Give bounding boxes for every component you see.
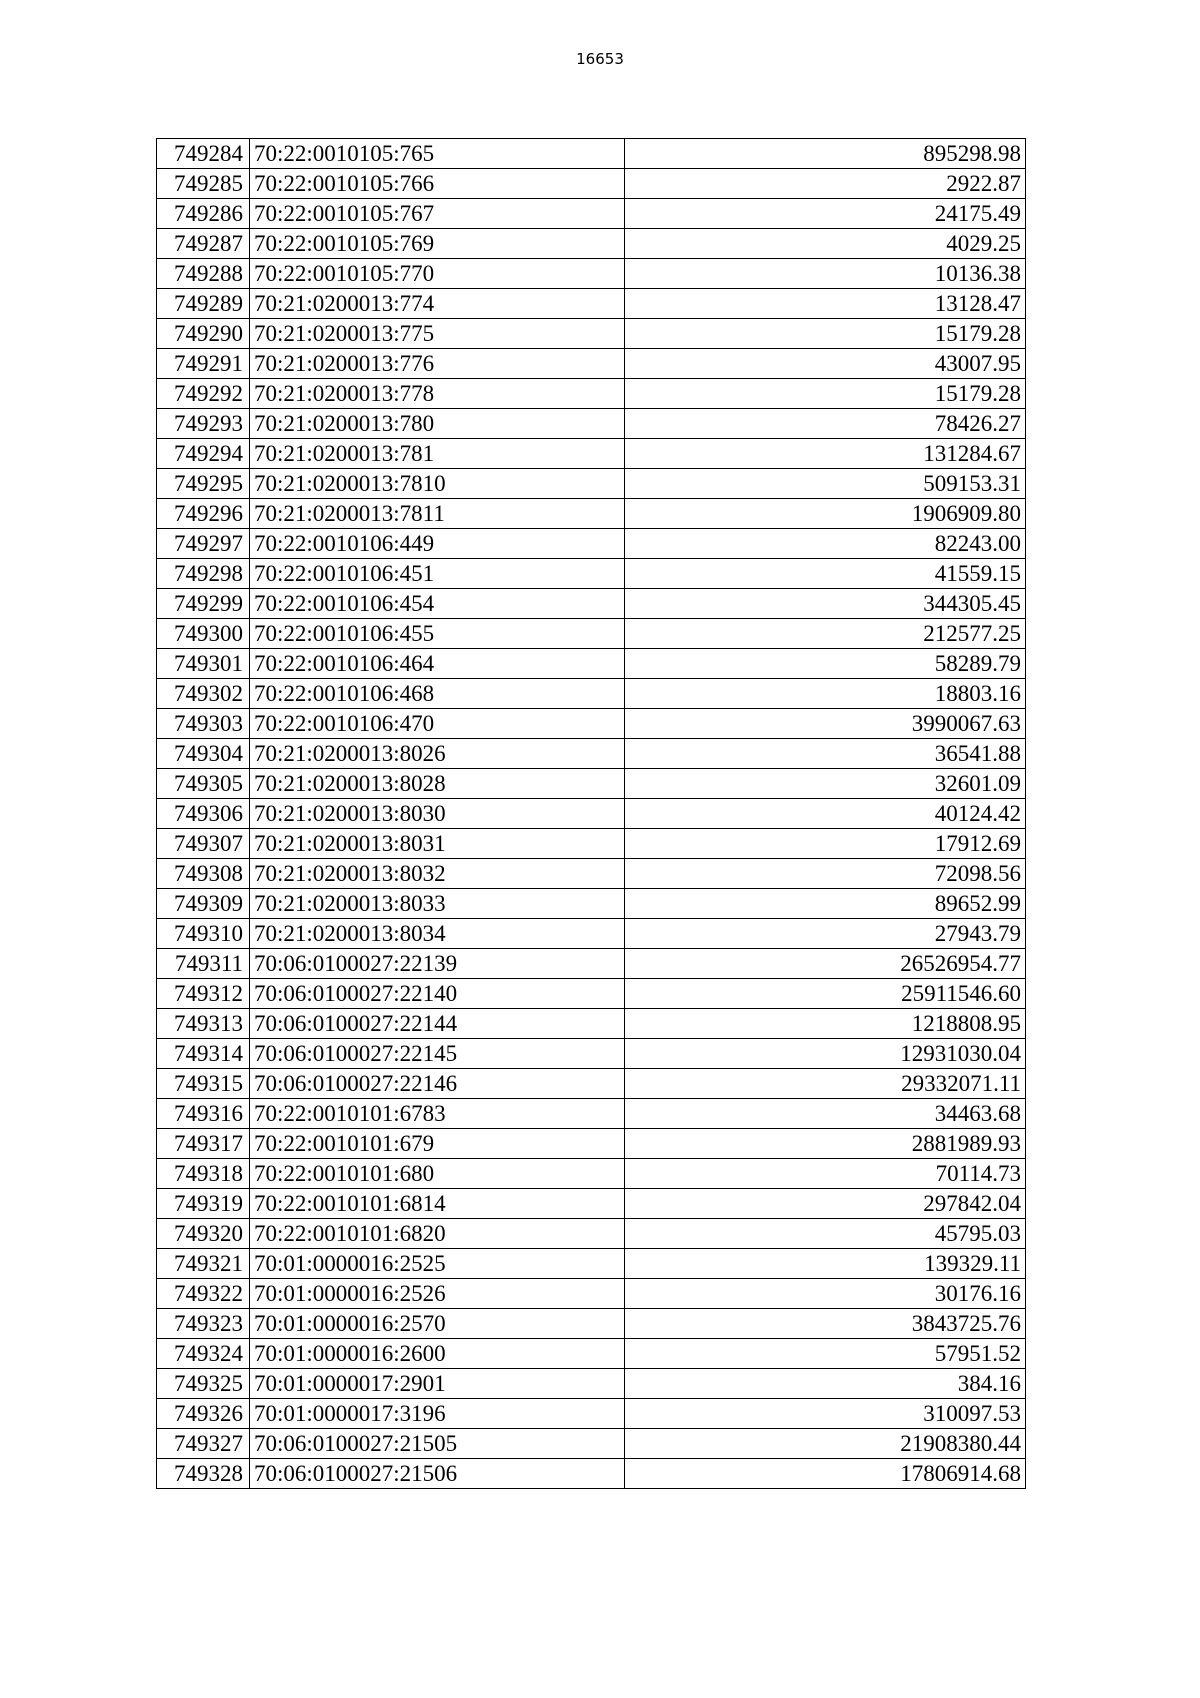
row-id-cell: 749297 (157, 529, 250, 559)
cadastral-number-cell: 70:01:0000017:2901 (250, 1369, 625, 1399)
value-cell: 509153.31 (625, 469, 1026, 499)
cadastral-number-cell: 70:22:0010106:470 (250, 709, 625, 739)
row-id-cell: 749318 (157, 1159, 250, 1189)
table-row (157, 349, 1026, 379)
row-id-cell: 749312 (157, 979, 250, 1009)
value-cell: 18803.16 (625, 679, 1026, 709)
cadastral-number-cell: 70:21:0200013:7811 (250, 499, 625, 529)
table-row (157, 1189, 1026, 1219)
row-id-cell: 749309 (157, 889, 250, 919)
table-row (157, 409, 1026, 439)
value-cell: 2922.87 (625, 169, 1026, 199)
table-row (157, 1129, 1026, 1159)
table-row (157, 649, 1026, 679)
value-cell: 13128.47 (625, 289, 1026, 319)
row-id-cell: 749303 (157, 709, 250, 739)
table-row (157, 1399, 1026, 1429)
value-cell: 45795.03 (625, 1219, 1026, 1249)
value-cell: 40124.42 (625, 799, 1026, 829)
table-row (157, 439, 1026, 469)
value-cell: 12931030.04 (625, 1039, 1026, 1069)
value-cell: 82243.00 (625, 529, 1026, 559)
cadastral-number-cell: 70:22:0010106:455 (250, 619, 625, 649)
row-id-cell: 749323 (157, 1309, 250, 1339)
cadastral-number-cell: 70:22:0010105:766 (250, 169, 625, 199)
row-id-cell: 749311 (157, 949, 250, 979)
value-cell: 58289.79 (625, 649, 1026, 679)
row-id-cell: 749316 (157, 1099, 250, 1129)
value-cell: 2881989.93 (625, 1129, 1026, 1159)
row-id-cell: 749314 (157, 1039, 250, 1069)
table-row (157, 589, 1026, 619)
row-id-cell: 749321 (157, 1249, 250, 1279)
cadastral-number-cell: 70:22:0010106:468 (250, 679, 625, 709)
table-row (157, 919, 1026, 949)
cadastral-number-cell: 70:06:0100027:22140 (250, 979, 625, 1009)
cadastral-number-cell: 70:06:0100027:22139 (250, 949, 625, 979)
value-cell: 139329.11 (625, 1249, 1026, 1279)
table-row (157, 739, 1026, 769)
table-row (157, 1009, 1026, 1039)
value-cell: 17912.69 (625, 829, 1026, 859)
cadastral-number-cell: 70:01:0000016:2526 (250, 1279, 625, 1309)
row-id-cell: 749305 (157, 769, 250, 799)
table-row (157, 769, 1026, 799)
row-id-cell: 749319 (157, 1189, 250, 1219)
row-id-cell: 749298 (157, 559, 250, 589)
value-cell: 3843725.76 (625, 1309, 1026, 1339)
value-cell: 895298.98 (625, 139, 1026, 169)
table-row (157, 469, 1026, 499)
table-row (157, 949, 1026, 979)
row-id-cell: 749291 (157, 349, 250, 379)
row-id-cell: 749286 (157, 199, 250, 229)
row-id-cell: 749292 (157, 379, 250, 409)
value-cell: 384.16 (625, 1369, 1026, 1399)
cadastral-number-cell: 70:22:0010101:6783 (250, 1099, 625, 1129)
row-id-cell: 749295 (157, 469, 250, 499)
row-id-cell: 749301 (157, 649, 250, 679)
row-id-cell: 749326 (157, 1399, 250, 1429)
table-row (157, 859, 1026, 889)
cadastral-number-cell: 70:22:0010105:767 (250, 199, 625, 229)
value-cell: 1906909.80 (625, 499, 1026, 529)
value-cell: 1218808.95 (625, 1009, 1026, 1039)
page-number: 16653 (576, 50, 624, 68)
cadastral-number-cell: 70:22:0010106:464 (250, 649, 625, 679)
row-id-cell: 749293 (157, 409, 250, 439)
row-id-cell: 749325 (157, 1369, 250, 1399)
value-cell: 25911546.60 (625, 979, 1026, 1009)
row-id-cell: 749306 (157, 799, 250, 829)
value-cell: 24175.49 (625, 199, 1026, 229)
cadastral-number-cell: 70:06:0100027:22144 (250, 1009, 625, 1039)
table-row (157, 499, 1026, 529)
table-row (157, 259, 1026, 289)
table-row (157, 169, 1026, 199)
value-cell: 4029.25 (625, 229, 1026, 259)
cadastral-number-cell: 70:22:0010101:679 (250, 1129, 625, 1159)
cadastral-number-cell: 70:22:0010101:6820 (250, 1219, 625, 1249)
table-row (157, 1309, 1026, 1339)
table-row (157, 1039, 1026, 1069)
value-cell: 21908380.44 (625, 1429, 1026, 1459)
table-row (157, 1249, 1026, 1279)
cadastral-number-cell: 70:21:0200013:778 (250, 379, 625, 409)
row-id-cell: 749299 (157, 589, 250, 619)
cadastral-number-cell: 70:21:0200013:775 (250, 319, 625, 349)
row-id-cell: 749313 (157, 1009, 250, 1039)
value-cell: 297842.04 (625, 1189, 1026, 1219)
value-cell: 15179.28 (625, 319, 1026, 349)
cadastral-number-cell: 70:21:0200013:8033 (250, 889, 625, 919)
cadastral-number-cell: 70:21:0200013:8032 (250, 859, 625, 889)
value-cell: 41559.15 (625, 559, 1026, 589)
table-row (157, 1159, 1026, 1189)
value-cell: 212577.25 (625, 619, 1026, 649)
cadastral-number-cell: 70:21:0200013:781 (250, 439, 625, 469)
row-id-cell: 749294 (157, 439, 250, 469)
row-id-cell: 749327 (157, 1429, 250, 1459)
table-row (157, 529, 1026, 559)
row-id-cell: 749302 (157, 679, 250, 709)
data-table (156, 138, 1026, 1489)
row-id-cell: 749308 (157, 859, 250, 889)
row-id-cell: 749289 (157, 289, 250, 319)
value-cell: 30176.16 (625, 1279, 1026, 1309)
value-cell: 70114.73 (625, 1159, 1026, 1189)
cadastral-number-cell: 70:22:0010105:770 (250, 259, 625, 289)
value-cell: 72098.56 (625, 859, 1026, 889)
value-cell: 89652.99 (625, 889, 1026, 919)
cadastral-number-cell: 70:22:0010105:769 (250, 229, 625, 259)
value-cell: 310097.53 (625, 1399, 1026, 1429)
table-row (157, 199, 1026, 229)
value-cell: 10136.38 (625, 259, 1026, 289)
cadastral-number-cell: 70:22:0010101:680 (250, 1159, 625, 1189)
cadastral-number-cell: 70:21:0200013:780 (250, 409, 625, 439)
cadastral-number-cell: 70:21:0200013:776 (250, 349, 625, 379)
value-cell: 131284.67 (625, 439, 1026, 469)
value-cell: 34463.68 (625, 1099, 1026, 1129)
table-row (157, 319, 1026, 349)
value-cell: 43007.95 (625, 349, 1026, 379)
row-id-cell: 749310 (157, 919, 250, 949)
row-id-cell: 749307 (157, 829, 250, 859)
table-row (157, 379, 1026, 409)
table-row (157, 1429, 1026, 1459)
value-cell: 344305.45 (625, 589, 1026, 619)
row-id-cell: 749328 (157, 1459, 250, 1489)
row-id-cell: 749296 (157, 499, 250, 529)
row-id-cell: 749284 (157, 139, 250, 169)
cadastral-number-cell: 70:01:0000016:2525 (250, 1249, 625, 1279)
value-cell: 36541.88 (625, 739, 1026, 769)
table-row (157, 1219, 1026, 1249)
row-id-cell: 749320 (157, 1219, 250, 1249)
table-row (157, 1339, 1026, 1369)
table-row (157, 1069, 1026, 1099)
value-cell: 3990067.63 (625, 709, 1026, 739)
row-id-cell: 749317 (157, 1129, 250, 1159)
table-row (157, 889, 1026, 919)
table-row (157, 679, 1026, 709)
table-row (157, 1279, 1026, 1309)
table-row (157, 559, 1026, 589)
cadastral-number-cell: 70:21:0200013:8034 (250, 919, 625, 949)
cadastral-number-cell: 70:22:0010106:451 (250, 559, 625, 589)
row-id-cell: 749304 (157, 739, 250, 769)
value-cell: 78426.27 (625, 409, 1026, 439)
table-row (157, 799, 1026, 829)
cadastral-number-cell: 70:21:0200013:774 (250, 289, 625, 319)
value-cell: 57951.52 (625, 1339, 1026, 1369)
table-row (157, 709, 1026, 739)
cadastral-number-cell: 70:21:0200013:7810 (250, 469, 625, 499)
row-id-cell: 749300 (157, 619, 250, 649)
table-row (157, 1369, 1026, 1399)
value-cell: 27943.79 (625, 919, 1026, 949)
table-body (157, 139, 1026, 1489)
value-cell: 26526954.77 (625, 949, 1026, 979)
cadastral-number-cell: 70:22:0010101:6814 (250, 1189, 625, 1219)
cadastral-number-cell: 70:06:0100027:22145 (250, 1039, 625, 1069)
cadastral-number-cell: 70:21:0200013:8028 (250, 769, 625, 799)
row-id-cell: 749287 (157, 229, 250, 259)
row-id-cell: 749315 (157, 1069, 250, 1099)
value-cell: 17806914.68 (625, 1459, 1026, 1489)
value-cell: 32601.09 (625, 769, 1026, 799)
row-id-cell: 749285 (157, 169, 250, 199)
cadastral-number-cell: 70:21:0200013:8030 (250, 799, 625, 829)
cadastral-number-cell: 70:22:0010106:454 (250, 589, 625, 619)
cadastral-number-cell: 70:06:0100027:21505 (250, 1429, 625, 1459)
cadastral-number-cell: 70:06:0100027:22146 (250, 1069, 625, 1099)
cadastral-number-cell: 70:22:0010105:765 (250, 139, 625, 169)
table-row (157, 979, 1026, 1009)
value-cell: 15179.28 (625, 379, 1026, 409)
cadastral-number-cell: 70:01:0000016:2600 (250, 1339, 625, 1369)
row-id-cell: 749288 (157, 259, 250, 289)
table-row (157, 139, 1026, 169)
row-id-cell: 749322 (157, 1279, 250, 1309)
cadastral-number-cell: 70:01:0000016:2570 (250, 1309, 625, 1339)
row-id-cell: 749324 (157, 1339, 250, 1369)
cadastral-number-cell: 70:22:0010106:449 (250, 529, 625, 559)
table-row (157, 619, 1026, 649)
cadastral-number-cell: 70:21:0200013:8026 (250, 739, 625, 769)
cadastral-number-cell: 70:06:0100027:21506 (250, 1459, 625, 1489)
value-cell: 29332071.11 (625, 1069, 1026, 1099)
row-id-cell: 749290 (157, 319, 250, 349)
table-row (157, 289, 1026, 319)
table-row (157, 829, 1026, 859)
table-row (157, 229, 1026, 259)
table-row (157, 1099, 1026, 1129)
cadastral-number-cell: 70:01:0000017:3196 (250, 1399, 625, 1429)
cadastral-number-cell: 70:21:0200013:8031 (250, 829, 625, 859)
table-row (157, 1459, 1026, 1489)
